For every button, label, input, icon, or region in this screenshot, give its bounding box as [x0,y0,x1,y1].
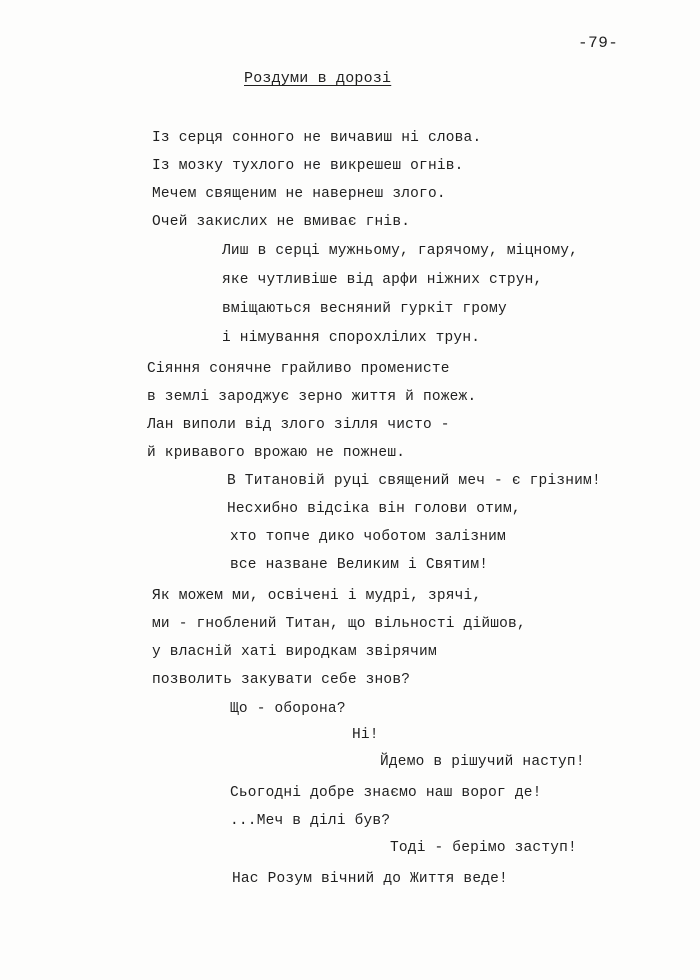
poem-line: Лиш в серці мужньому, гарячому, міцному, [222,243,579,259]
poem-line: Нас Розум вічний до Життя веде! [232,871,508,887]
poem-line: Очей закислих не вмиває гнів. [152,214,411,230]
poem-line: ...Меч в ділі був? [230,813,391,829]
poem-line: Що - оборона? [230,701,346,717]
poem-line: все назване Великим і Святим! [230,557,489,573]
poem-line: хто топче дико чоботом залізним [230,529,506,545]
poem-line: і німування спорохлілих трун. [222,330,481,346]
poem-line: Із мозку тухлого не викрешеш огнів. [152,158,464,174]
poem-line: Із серця сонного не вичавиш ні слова. [152,130,482,146]
poem-line: в землі зароджує зерно життя й пожеж. [147,389,477,405]
poem-line: Сьогодні добре знаємо наш ворог де! [230,785,542,801]
poem-line: ми - гноблений Титан, що вільності дійшов, [152,616,526,632]
poem-line: Тоді - берімо заступ! [390,840,577,856]
poem-line: яке чутливіше від арфи ніжних струн, [222,272,543,288]
poem-line: Як можем ми, освічені і мудрі, зрячі, [152,588,482,604]
poem-title: Роздуми в дорозі [244,70,392,87]
poem-line: Несхибно відсіка він голови отим, [227,501,521,517]
poem-line: вміщаються весняний гуркіт грому [222,301,507,317]
poem-line: у власній хаті виродкам звірячим [152,644,437,660]
poem-line: Ні! [352,727,379,743]
poem-line: позволить закувати себе знов? [152,672,411,688]
poem-line: Мечем священим не навернеш злого. [152,186,446,202]
poem-line: й кривавого врожаю не пожнеш. [147,445,406,461]
poem-line: Йдемо в рішучий наступ! [380,754,585,770]
page-number: -79- [578,34,619,52]
poem-line: Сіяння сонячне грайливо променисте [147,361,450,377]
poem-line: В Титановій руці священий меч - є грізним! [227,473,601,489]
poem-line: Лан виполи від злого зілля чисто - [147,417,450,433]
